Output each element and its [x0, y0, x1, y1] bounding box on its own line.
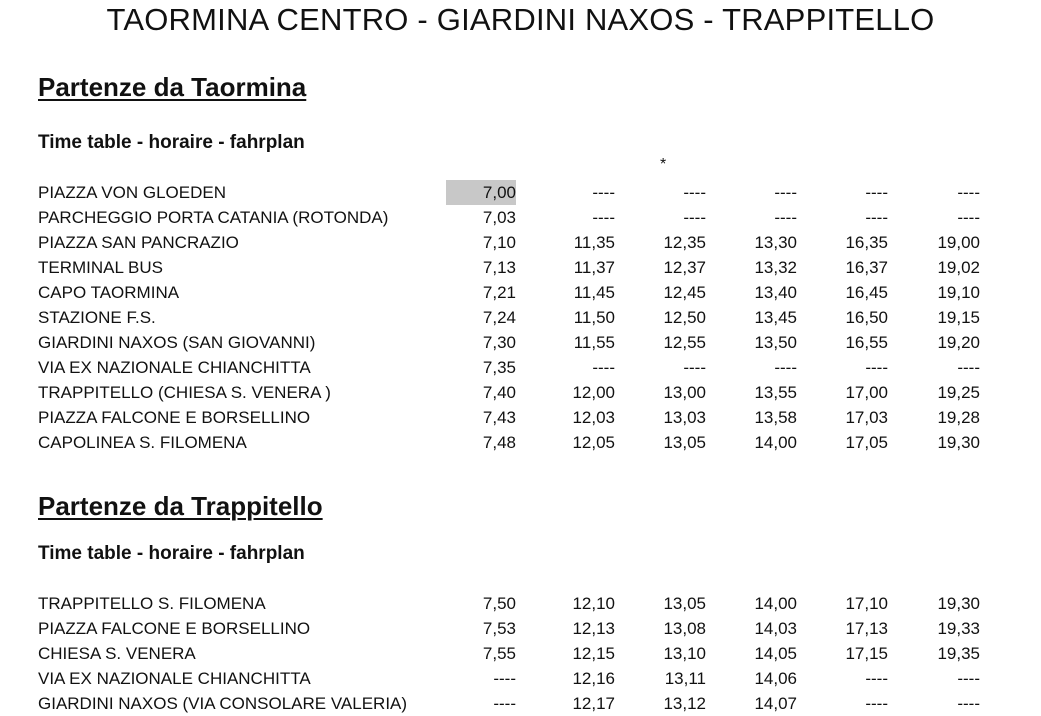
stop-name: CAPO TAORMINA [38, 283, 180, 302]
stop-name: VIA EX NAZIONALE CHIANCHITTA [38, 358, 311, 377]
departure-time: 7,10 [482, 233, 516, 252]
table-row [0, 616, 1041, 641]
departure-time: ---- [683, 208, 706, 227]
departure-time: 17,10 [845, 594, 888, 613]
departure-time: 19,10 [937, 283, 980, 302]
departure-time: 19,25 [937, 383, 980, 402]
departure-time: 16,45 [845, 283, 888, 302]
stop-name: PIAZZA VON GLOEDEN [38, 183, 226, 202]
departure-time: 17,15 [845, 644, 888, 663]
departure-time: 13,03 [663, 408, 706, 427]
stop-name: PIAZZA FALCONE E BORSELLINO [38, 408, 311, 427]
table-row [0, 255, 1041, 280]
departure-time: 7,35 [482, 358, 516, 377]
departure-time: 7,53 [482, 619, 516, 638]
stop-name: PIAZZA FALCONE E BORSELLINO [38, 619, 311, 638]
departure-time: ---- [683, 358, 706, 377]
departure-time: 14,00 [754, 433, 797, 452]
departure-time: 7,21 [482, 283, 516, 302]
stop-name: CAPOLINEA S. FILOMENA [38, 433, 247, 452]
departure-time: 19,30 [937, 433, 980, 452]
departure-time: 13,30 [754, 233, 797, 252]
departure-time: ---- [865, 183, 888, 202]
departure-time: 12,55 [663, 333, 706, 352]
departure-time: ---- [592, 358, 615, 377]
departure-time: 7,30 [482, 333, 516, 352]
stop-name: PARCHEGGIO PORTA CATANIA (ROTONDA) [38, 208, 389, 227]
departure-time: 14,07 [754, 694, 797, 713]
departure-time: 12,45 [663, 283, 706, 302]
departure-time: ---- [774, 358, 797, 377]
table-row [0, 666, 1041, 691]
departure-time: 7,03 [482, 208, 516, 227]
departure-time: 13,55 [754, 383, 797, 402]
stop-name: GIARDINI NAXOS (VIA CONSOLARE VALERIA) [38, 694, 408, 713]
departure-time: 14,03 [754, 619, 797, 638]
table-row [0, 280, 1041, 305]
table-row [0, 405, 1041, 430]
departure-time: 7,13 [482, 258, 516, 277]
departure-time: 7,40 [482, 383, 516, 402]
departure-time: 19,30 [937, 594, 980, 613]
table-row [0, 430, 1041, 455]
departure-time: 11,55 [573, 333, 615, 352]
departure-time: 11,50 [573, 308, 615, 327]
departure-time: 16,37 [845, 258, 888, 277]
departure-time: 19,20 [937, 333, 980, 352]
departure-time: 11,37 [573, 258, 615, 277]
departure-time: 12,05 [572, 433, 615, 452]
departure-time: 12,17 [572, 694, 615, 713]
departure-time: 19,02 [937, 258, 980, 277]
table-row [0, 305, 1041, 330]
stop-name: TRAPPITELLO S. FILOMENA [38, 594, 266, 613]
departure-time: 13,40 [754, 283, 797, 302]
departure-time: ---- [683, 183, 706, 202]
departure-time: 19,28 [937, 408, 980, 427]
departure-time: ---- [774, 208, 797, 227]
departure-time: 17,05 [845, 433, 888, 452]
stop-name: CHIESA S. VENERA [38, 644, 196, 663]
departure-time: 17,00 [845, 383, 888, 402]
departure-time: 19,33 [937, 619, 980, 638]
departure-time: 13,05 [663, 594, 706, 613]
column-marker: * [660, 156, 667, 173]
departure-time: 16,50 [845, 308, 888, 327]
section-heading-trappitello: Partenze da Trappitello [38, 491, 323, 521]
departure-time: ---- [957, 183, 980, 202]
departure-time: 7,50 [482, 594, 516, 613]
departure-time: 11,45 [573, 283, 615, 302]
departure-time: ---- [493, 694, 516, 713]
departure-time: 12,50 [663, 308, 706, 327]
departure-time: ---- [493, 669, 516, 688]
departure-time: 12,16 [572, 669, 615, 688]
stop-name: TRAPPITELLO (CHIESA S. VENERA ) [38, 383, 331, 402]
table-row [0, 330, 1041, 355]
departure-time: ---- [957, 208, 980, 227]
departure-time: 13,00 [663, 383, 706, 402]
departure-time: ---- [592, 208, 615, 227]
departure-time: ---- [865, 694, 888, 713]
departure-time: 14,00 [754, 594, 797, 613]
departure-time: 13,10 [663, 644, 706, 663]
departure-time: 7,55 [482, 644, 516, 663]
departure-time: 7,24 [482, 308, 516, 327]
table-row [0, 380, 1041, 405]
section-subtitle-trappitello: Time table - horaire - fahrplan [38, 543, 305, 564]
departure-time: ---- [957, 358, 980, 377]
table-row [0, 205, 1041, 230]
departure-time: 7,48 [482, 433, 516, 452]
departure-time: 12,13 [572, 619, 615, 638]
departure-time: ---- [865, 208, 888, 227]
departure-time: 13,45 [754, 308, 797, 327]
stop-name: GIARDINI NAXOS (SAN GIOVANNI) [38, 333, 316, 352]
departure-time: 14,05 [754, 644, 797, 663]
section-subtitle-taormina: Time table - horaire - fahrplan [38, 132, 305, 153]
departure-time: 7,00 [446, 180, 516, 205]
table-row [0, 355, 1041, 380]
departure-time: 12,03 [572, 408, 615, 427]
table-row [0, 180, 1041, 205]
departure-time: ---- [592, 183, 615, 202]
stop-name: STAZIONE F.S. [38, 308, 156, 327]
departure-time: 13,58 [754, 408, 797, 427]
stop-name: VIA EX NAZIONALE CHIANCHITTA [38, 669, 311, 688]
departure-time: 13,08 [663, 619, 706, 638]
departure-time: 19,00 [937, 233, 980, 252]
departure-time: 12,15 [572, 644, 615, 663]
departure-time: 12,35 [663, 233, 706, 252]
section-heading-taormina: Partenze da Taormina [38, 72, 307, 102]
departure-time: 14,06 [754, 669, 797, 688]
departure-time: 7,43 [482, 408, 516, 427]
departure-time: ---- [865, 669, 888, 688]
departure-time: ---- [957, 669, 980, 688]
table-row [0, 641, 1041, 666]
departure-time: 19,15 [937, 308, 980, 327]
departure-time: 19,35 [937, 644, 980, 663]
departure-time: 17,13 [845, 619, 888, 638]
departure-time: 13,11 [664, 669, 706, 688]
departure-time: 13,50 [754, 333, 797, 352]
departure-time: 11,35 [573, 233, 615, 252]
departure-time: 13,12 [663, 694, 706, 713]
departure-time: 17,03 [845, 408, 888, 427]
table-row [0, 691, 1041, 716]
departure-time: 12,00 [572, 383, 615, 402]
departure-time: 16,35 [845, 233, 888, 252]
departure-time: ---- [865, 358, 888, 377]
stop-name: TERMINAL BUS [38, 258, 164, 277]
departure-time: 13,05 [663, 433, 706, 452]
page-title: TAORMINA CENTRO - GIARDINI NAXOS - TRAPPITELLO [106, 2, 935, 37]
table-row [0, 591, 1041, 616]
stop-name: PIAZZA SAN PANCRAZIO [38, 233, 239, 252]
departure-time: 12,10 [572, 594, 615, 613]
departure-time: ---- [957, 694, 980, 713]
table-row [0, 230, 1041, 255]
departure-time: 13,32 [754, 258, 797, 277]
departure-time: 12,37 [663, 258, 706, 277]
departure-time: 16,55 [845, 333, 888, 352]
departure-time: ---- [774, 183, 797, 202]
